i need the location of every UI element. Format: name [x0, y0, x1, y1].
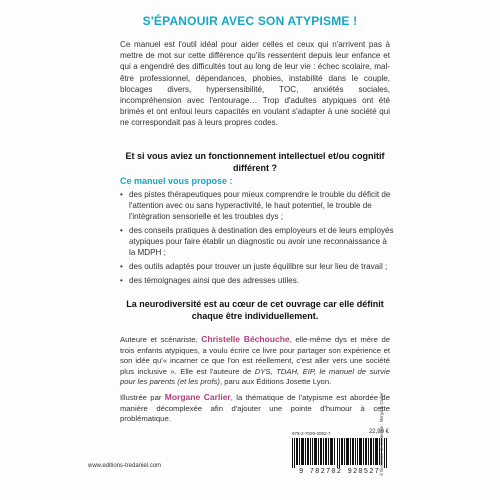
- author-name: Christelle Béchouche: [201, 334, 290, 344]
- intro-paragraph: Ce manuel est l'outil idéal pour aider celles et ceux qui n'arrivent pas à mettre de mot sur cette différence qu'ils ressentent depuis leur enfance et qui a engendré des difficultés tout au long de leur vie : échec scolaire, mal-être professionnel, dépendances, phobies, instabilité dans le couple, blocages divers, hypersensibilité, TOC, anxiétés sociales, incompréhension avec l'entourage… Trop d'adultes atypiques ont été brimés et ont enfoui leurs capacités en voulant s'adapter à une société qui ne correspondait pas à leurs propres codes.: [120, 40, 390, 128]
- author-bio-end: , paru aux Éditions Josette Lyon.: [219, 377, 332, 387]
- list-item: • des outils adaptés pour trouver un juste équilibre sur leur lieu de travail ;: [120, 261, 395, 272]
- illustrator-name: Morgane Carlier: [164, 392, 231, 402]
- barcode-number: 9 782702 920527: [298, 468, 380, 476]
- cover-credit-text: © Illustration de couverture : Morgane Carlier: [379, 392, 384, 476]
- proposal-heading: Ce manuel vous propose :: [120, 176, 233, 186]
- author-previous-book: DYS, TDAH, EIP, le manuel de survie pour les parents (et les profs): [120, 366, 391, 387]
- key-question: Et si vous aviez un fonctionnement intellectuel et/ou cognitif différent ?: [125, 151, 385, 173]
- author-bio-text: , elle-même dys et mère de trois enfants atypiques, a voulu écrire ce livre pour partager son expérience et son idée qu'« incarner ce que l'on est réellement, c'est aller vers une société plus inclusive ». Elle est l'auteure de: [120, 335, 391, 376]
- proposal-list: [120, 189, 395, 289]
- list-item: • des témoignages ainsi que des adresses utiles.: [120, 275, 395, 286]
- illustrator-bio: [120, 392, 390, 425]
- illustrator-bio-lead: Illustrée par: [120, 393, 165, 402]
- author-bio-lead: Auteure et scénariste,: [120, 335, 202, 344]
- publisher-website: www.editions-tredaniel.com: [88, 463, 162, 469]
- author-bio: [120, 334, 390, 388]
- list-item: • des pistes thérapeutiques pour mieux comprendre le trouble du déficit de l'attention avec ou sans hyperactivité, le haut potentiel, le trouble de l'intégration sensorielle et les troubles dys ;: [120, 189, 395, 222]
- price-label: 22,90 €: [368, 429, 389, 435]
- list-item: • des conseils pratiques à destination des employeurs et de leurs employés atypiques pour faire établir un diagnostic ou avoir une reconnaissance à la MDPH ;: [120, 225, 395, 258]
- cover-headline: S'ÉPANOUIR AVEC SON ATYPISME !: [142, 14, 358, 28]
- isbn-number: 978-2-7029-2052-7: [292, 431, 331, 436]
- neurodiversity-statement: La neurodiversité est au cœur de cet ouvrage car elle définit chaque être individuellement.: [126, 299, 384, 321]
- illustrator-bio-text: , la thématique de l'atypisme est abordée de manière décomplexée afin d'ajouter une pointe d'humour à cette problématique.: [120, 393, 390, 424]
